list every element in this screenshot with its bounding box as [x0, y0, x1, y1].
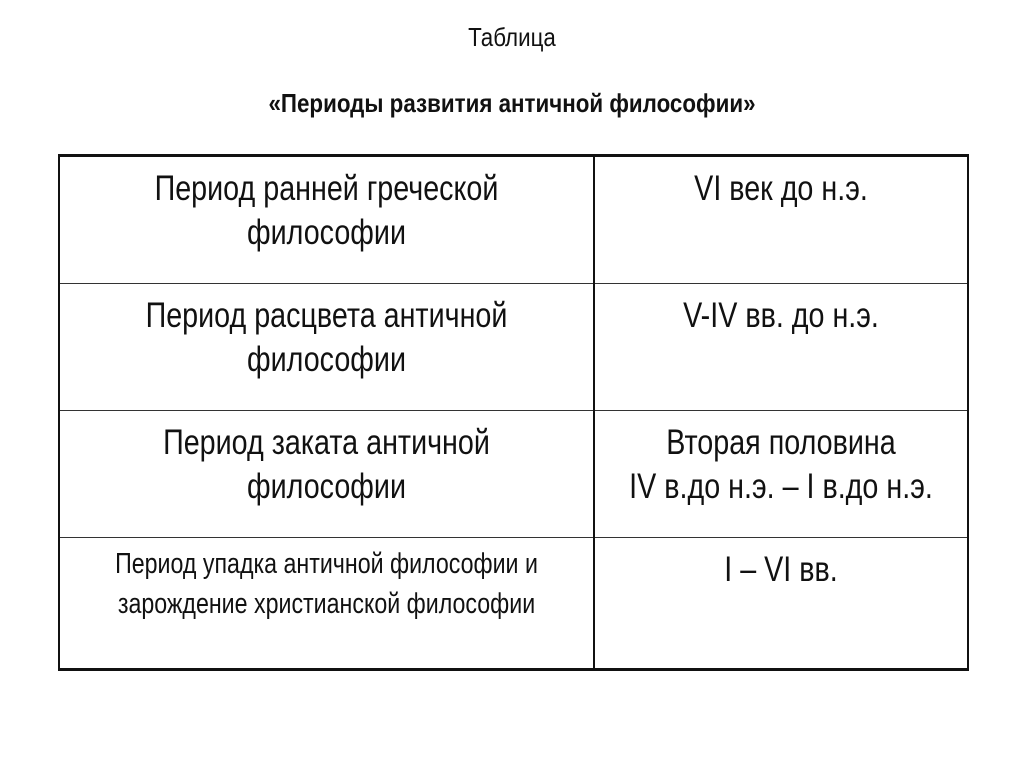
periods-table — [58, 154, 969, 671]
table-row — [59, 538, 968, 670]
period-cell — [59, 411, 594, 538]
table-label: Таблица — [468, 22, 556, 52]
date-cell — [594, 411, 968, 538]
table-row — [59, 284, 968, 411]
period-name: Период ранней греческой философии — [154, 169, 499, 252]
date-cell — [594, 284, 968, 411]
table-row — [59, 156, 968, 284]
date-cell — [594, 156, 968, 284]
table-row — [59, 411, 968, 538]
period-name: Период расцвета античной философии — [145, 296, 508, 379]
period-cell — [59, 156, 594, 284]
period-cell — [59, 284, 594, 411]
period-date: V-IV вв. до н.э. — [683, 296, 879, 335]
period-cell — [59, 538, 594, 670]
period-date: VI век до н.э. — [694, 169, 868, 208]
table-title: «Периоды развития античной философии» — [268, 88, 756, 118]
period-name: Период заката античной философии — [163, 423, 490, 506]
period-date: I – VI вв. — [724, 550, 838, 589]
period-name: Период упадка античной философии и зарождение христианской философии — [115, 548, 538, 620]
period-date: Вторая половина IV в.до н.э. – I в.до н.э. — [629, 423, 933, 506]
date-cell — [594, 538, 968, 670]
